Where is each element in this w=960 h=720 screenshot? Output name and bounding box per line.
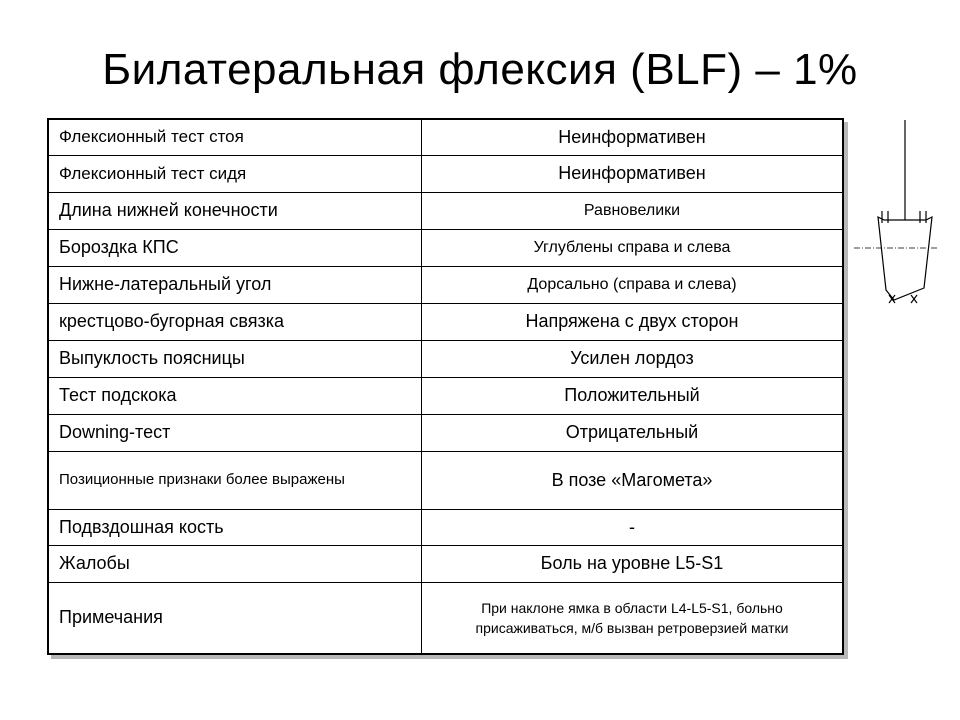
row-value: Неинформативен [422, 155, 844, 192]
row-parameter: Длина нижней конечности [48, 192, 422, 229]
row-value: Напряжена с двух сторон [422, 303, 844, 340]
row-value: При наклоне ямка в области L4-L5-S1, больно присаживаться, м/б вызван ретроверзией матки [422, 582, 844, 654]
slide-title: Билатеральная флексия (BLF) – 1% [102, 45, 858, 94]
table-row [48, 192, 843, 229]
row-parameter: Бороздка КПС [48, 229, 422, 266]
table-row [48, 303, 843, 340]
sacrum-outline [878, 217, 932, 300]
table-row [48, 155, 843, 192]
row-parameter: Выпуклость поясницы [48, 340, 422, 377]
row-value: Отрицательный [422, 414, 844, 451]
row-value: Дорсально (справа и слева) [422, 266, 844, 303]
row-value: - [422, 509, 844, 545]
table-row [48, 377, 843, 414]
row-value: Усилен лордоз [422, 340, 844, 377]
row-parameter: Примечания [48, 582, 422, 654]
row-value: Равновелики [422, 192, 844, 229]
table-row [48, 509, 843, 545]
row-value: Положительный [422, 377, 844, 414]
findings-table [47, 118, 844, 655]
row-parameter: Подвздошная кость [48, 509, 422, 545]
table-row [48, 119, 843, 155]
row-value: Боль на уровне L5-S1 [422, 545, 844, 582]
table-row [48, 414, 843, 451]
table-row [48, 582, 843, 654]
row-parameter: Позиционные признаки более выражены [48, 451, 422, 509]
table-row [48, 340, 843, 377]
row-value: Неинформативен [422, 119, 844, 155]
row-parameter: Downing-тест [48, 414, 422, 451]
row-value: В позе «Магомета» [422, 451, 844, 509]
row-parameter: Флексионный тест сидя [48, 155, 422, 192]
table-row [48, 451, 843, 509]
table-row [48, 545, 843, 582]
row-parameter: Тест подскока [48, 377, 422, 414]
table-row [48, 266, 843, 303]
row-parameter: крестцово-бугорная связка [48, 303, 422, 340]
row-value: Углублены справа и слева [422, 229, 844, 266]
row-parameter: Флексионный тест стоя [48, 119, 422, 155]
row-parameter: Жалобы [48, 545, 422, 582]
sacrum-diagram [850, 118, 945, 318]
table-row [48, 229, 843, 266]
row-parameter: Нижне-латеральный угол [48, 266, 422, 303]
